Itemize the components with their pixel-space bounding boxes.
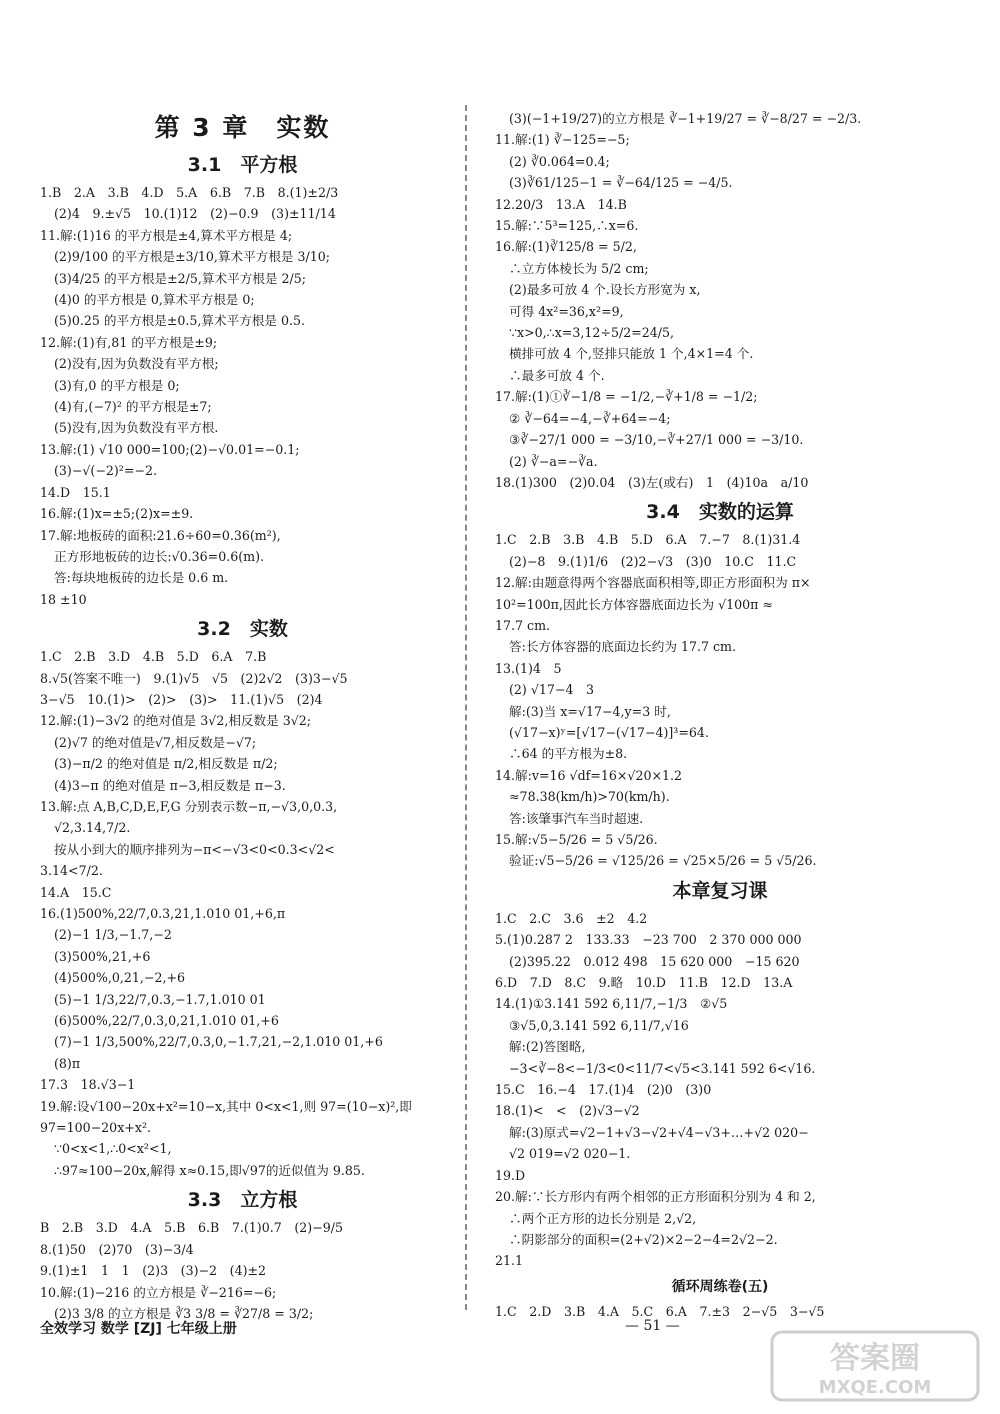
- left-column: [40, 108, 445, 1324]
- answer-line: (3)500%,21,+6: [54, 948, 151, 964]
- book-title-footer: 全效学习 数学 [ZJ] 七年级上册: [40, 1321, 237, 1337]
- answer-line: 10²=100π,因此长方体容器底面边长为 √100π ≈: [495, 596, 773, 612]
- answer-line: 19.解:设√100−20x+x²=10−x,其中 0<x<1,则 97=(10−x)²,即: [40, 1098, 412, 1114]
- watermark-logo: [770, 1330, 980, 1402]
- answer-line: √2,3.14,7/2.: [54, 820, 131, 836]
- answer-line: 答:长方体容器的底面边长约为 17.7 cm.: [509, 639, 737, 655]
- answer-line: 15.解:√5−5/26 = 5 √5/26.: [495, 832, 658, 847]
- answer-line: ≈78.38(km/h)>70(km/h).: [509, 789, 670, 805]
- answer-line: (3)−π/2 的绝对值是 π/2,相反数是 π/2;: [54, 756, 278, 772]
- answer-line: ∴64 的平方根为±8.: [509, 746, 628, 762]
- answer-line: ∴立方体棱长为 5/2 cm;: [509, 260, 649, 276]
- answer-line: 13.(1)4 5: [495, 660, 562, 676]
- answer-line: 97=100−20x+x².: [40, 1120, 152, 1136]
- answer-line: (2)−1 1/3,−1.7,−2: [54, 927, 172, 943]
- answer-line: 16.(1)500%,22/7,0.3,21,1.010 01,+6,π: [40, 906, 286, 921]
- answer-line: 18.(1)< < (2)√3−√2: [495, 1103, 640, 1119]
- answer-line: 16.解:(1)x=±5;(2)x=±9.: [40, 506, 194, 522]
- answer-line: 13.解:点 A,B,C,D,E,F,G 分别表示数−π,−√3,0,0.3,: [40, 798, 338, 814]
- answer-line: 5.(1)0.287 2 133.33 −23 700 2 370 000 000: [495, 932, 802, 948]
- section-title-3-4: 3.4 实数的运算: [646, 501, 794, 524]
- chapter-title: 第 3 章 实数: [154, 113, 331, 142]
- answer-line: (3)4/25 的平方根是±2/5,算术平方根是 2/5;: [54, 270, 306, 286]
- answer-line: 3.14<7/2.: [40, 863, 103, 879]
- answer-line: 1.C 2.D 3.B 4.A 5.C 6.A 7.±3 2−√5 3−√5: [495, 1303, 825, 1319]
- answer-line: 14.解:v=16 √df=16×√20×1.2: [495, 767, 683, 783]
- answer-line: 11.解:(1)16 的平方根是±4,算术平方根是 4;: [40, 227, 293, 243]
- answer-line: ∴最多可放 4 个.: [509, 367, 605, 383]
- watermark-top-text: 答案圈: [830, 1341, 920, 1376]
- answer-line: (2)3 3/8 的立方根是 ∛3 3/8 = ∛27/8 = 3/2;: [54, 1305, 314, 1321]
- section-title-review: 本章复习课: [672, 879, 768, 902]
- answer-line: 12.解:(1)有,81 的平方根是±9;: [40, 334, 218, 350]
- answer-line: 8.(1)50 (2)70 (3)−3/4: [40, 1241, 194, 1257]
- answer-line: 17.3 18.√3−1: [40, 1077, 136, 1093]
- answer-line: 19.D: [495, 1167, 526, 1183]
- answer-line: 解:(3)当 x=√17−4,y=3 时,: [509, 703, 671, 719]
- answer-line: (4)3−π 的绝对值是 π−3,相反数是 π−3.: [54, 777, 286, 793]
- answer-line: 答:每块地板砖的边长是 0.6 m.: [54, 570, 229, 586]
- right-column: [495, 108, 945, 1322]
- answer-line: ∵0<x<1,∴0<x²<1,: [54, 1141, 172, 1157]
- answers-3-3-left: [40, 1217, 445, 1324]
- answer-line: 解:(3)原式=√2−1+√3−√2+√4−√3+…+√2 020−: [509, 1124, 809, 1140]
- answer-line: (2)最多可放 4 个.设长方形宽为 x,: [509, 282, 701, 298]
- answers-3-1: [40, 182, 445, 610]
- answer-line: (2)−8 9.(1)1/6 (2)2−√3 (3)0 10.C 11.C: [509, 553, 797, 569]
- answer-line: √2 019=√2 020−1.: [509, 1146, 631, 1162]
- answer-line: (5)0.25 的平方根是±0.5,算术平方根是 0.5.: [54, 313, 306, 329]
- answer-line: 按从小到大的顺序排列为−π<−√3<0<0.3<√2<: [54, 841, 335, 857]
- answer-line: 9.(1)±1 1 1 (2)3 (3)−2 (4)±2: [40, 1263, 267, 1279]
- section-title-3-1: 3.1 平方根: [187, 154, 298, 176]
- answer-line: ∵x>0,∴x=3,12÷5/2=24/5,: [509, 325, 675, 341]
- answer-line: ② ∛−64=−4,−∛+64=−4;: [509, 410, 671, 426]
- section-title-3-2: 3.2 实数: [197, 618, 288, 641]
- answer-line: 17.7 cm.: [495, 617, 551, 633]
- answer-line: (4)0 的平方根是 0,算术平方根是 0;: [54, 292, 255, 308]
- answer-line: 验证:√5−5/26 = √125/26 = √25×5/26 = 5 √5/26.: [509, 853, 817, 869]
- answer-line: (3)(−1+19/27)的立方根是 ∛−1+19/27 = ∛−8/27 = −2/3.: [509, 111, 862, 126]
- section-title-weekly: 循环周练卷(五): [671, 1278, 769, 1295]
- answer-line: B 2.B 3.D 4.A 5.B 6.B 7.(1)0.7 (2)−9/5: [40, 1220, 343, 1236]
- answer-line: 1.C 2.B 3.D 4.B 5.D 6.A 7.B: [40, 649, 267, 665]
- answer-line: (√17−x)ʸ=[√17−(√17−4)]³=64.: [509, 724, 709, 740]
- answer-line: 正方形地板砖的边长:√0.36=0.6(m).: [54, 548, 265, 564]
- answer-line: 14.(1)①3.141 592 6,11/7,−1/3 ②√5: [495, 996, 728, 1012]
- answer-line: 17.解:(1)①∛−1/8 = −1/2,−∛+1/8 = −1/2;: [495, 389, 758, 405]
- answer-line: 20.解:∵长方形内有两个相邻的正方形面积分别为 4 和 2,: [495, 1189, 816, 1205]
- answer-line: (5)没有,因为负数没有平方根.: [54, 420, 219, 436]
- answers-3-3-right: [495, 108, 945, 493]
- answer-line: 14.A 15.C: [40, 884, 112, 900]
- answer-line: 18.(1)300 (2)0.04 (3)左(或右) 1 (4)10a a/10: [495, 474, 809, 490]
- answer-line: (2)4 9.±√5 10.(1)12 (2)−0.9 (3)±11/14: [54, 206, 336, 222]
- answer-line: (2) ∛0.064=0.4;: [509, 153, 610, 169]
- answer-line: ③√5,0,3.141 592 6,11/7,√16: [509, 1017, 689, 1033]
- answer-line: 10.解:(1)−216 的立方根是 ∛−216=−6;: [40, 1284, 277, 1300]
- answer-line: 答:该肇事汽车当时超速.: [509, 810, 644, 826]
- answer-line: −3<∛−8<−1/3<0<11/7<√5<3.141 592 6<√16.: [509, 1060, 816, 1076]
- answer-line: (3)∛61/125−1 = ∛−64/125 = −4/5.: [509, 175, 733, 191]
- answer-line: 15.C 16.−4 17.(1)4 (2)0 (3)0: [495, 1082, 712, 1098]
- answer-line: 横排可放 4 个,竖排只能放 1 个,4×1=4 个.: [509, 346, 754, 362]
- answer-line: ∴阴影部分的面积=(2+√2)×2−2−4=2√2−2.: [509, 1231, 778, 1247]
- answer-line: 12.20/3 13.A 14.B: [495, 196, 627, 212]
- answer-line: (7)−1 1/3,500%,22/7,0.3,0,−1.7,21,−2,1.010 01,+6: [54, 1034, 383, 1050]
- answers-weekly: [495, 1301, 945, 1322]
- answer-line: ∴97≈100−20x,解得 x≈0.15,即√97的近似值为 9.85.: [54, 1162, 365, 1178]
- answer-line: 可得 4x²=36,x²=9,: [509, 303, 624, 319]
- answer-line: 6.D 7.D 8.C 9.略 10.D 11.B 12.D 13.A: [495, 975, 793, 991]
- answer-line: 18 ±10: [40, 591, 87, 607]
- answer-line: 17.解:地板砖的面积:21.6÷60=0.36(m²),: [40, 527, 281, 543]
- column-divider: [465, 105, 467, 1310]
- answer-line: 8.√5(答案不唯一) 9.(1)√5 √5 (2)2√2 (3)3−√5: [40, 670, 348, 686]
- answer-line: (4)500%,0,21,−2,+6: [54, 970, 186, 986]
- answer-line: 3−√5 10.(1)> (2)> (3)> 11.(1)√5 (2)4: [40, 691, 323, 707]
- answer-line: (2) ∛−a=−∛a.: [509, 453, 598, 469]
- section-title-3-3: 3.3 立方根: [187, 1189, 298, 1212]
- answer-line: 15.解:∵5³=125,∴x=6.: [495, 218, 639, 234]
- answer-line: 解:(2)答图略,: [509, 1039, 586, 1055]
- answer-line: 16.解:(1)∛125/8 = 5/2,: [495, 239, 637, 255]
- answer-line: 1.B 2.A 3.B 4.D 5.A 6.B 7.B 8.(1)±2/3: [40, 185, 339, 200]
- answer-line: (2)没有,因为负数没有平方根;: [54, 356, 219, 372]
- answer-line: 21.1: [495, 1253, 524, 1269]
- answers-3-4: [495, 529, 945, 872]
- answer-line: (3)有,0 的平方根是 0;: [54, 377, 180, 393]
- answer-line: ∴两个正方形的边长分别是 2,√2,: [509, 1210, 697, 1226]
- answer-line: (2)9/100 的平方根是±3/10,算术平方根是 3/10;: [54, 249, 331, 265]
- answers-review: [495, 908, 945, 1272]
- answer-line: (5)−1 1/3,22/7,0.3,−1.7,1.010 01: [54, 991, 266, 1007]
- answer-line: 12.解:(1)−3√2 的绝对值是 3√2,相反数是 3√2;: [40, 713, 312, 729]
- answer-line: (8)π: [54, 1055, 81, 1071]
- answer-line: 11.解:(1) ∛−125=−5;: [495, 132, 630, 148]
- answer-line: 13.解:(1) √10 000=100;(2)−√0.01=−0.1;: [40, 441, 300, 457]
- page-number: — 51 —: [625, 1318, 680, 1334]
- answer-line: (2) √17−4 3: [509, 682, 595, 698]
- answer-line: (3)−√(−2)²=−2.: [54, 463, 157, 479]
- answer-line: (6)500%,22/7,0.3,0,21,1.010 01,+6: [54, 1013, 279, 1029]
- answer-line: 14.D 15.1: [40, 484, 111, 500]
- answer-line: ③∛−27/1 000 = −3/10,−∛+27/1 000 = −3/10.: [509, 432, 804, 448]
- answer-line: 12.解:由题意得两个容器底面积相等,即正方形面积为 π×: [495, 575, 811, 591]
- watermark-bottom-text: MXQE.COM: [818, 1377, 932, 1398]
- answer-line: 1.C 2.C 3.6 ±2 4.2: [495, 910, 648, 926]
- answers-3-2: [40, 646, 445, 1181]
- answer-line: (2)395.22 0.012 498 15 620 000 −15 620: [509, 953, 800, 969]
- answer-line: (4)有,(−7)² 的平方根是±7;: [54, 399, 212, 415]
- answer-line: 1.C 2.B 3.B 4.B 5.D 6.A 7.−7 8.(1)31.4: [495, 532, 801, 548]
- answer-line: (2)√7 的绝对值是√7,相反数是−√7;: [54, 734, 257, 750]
